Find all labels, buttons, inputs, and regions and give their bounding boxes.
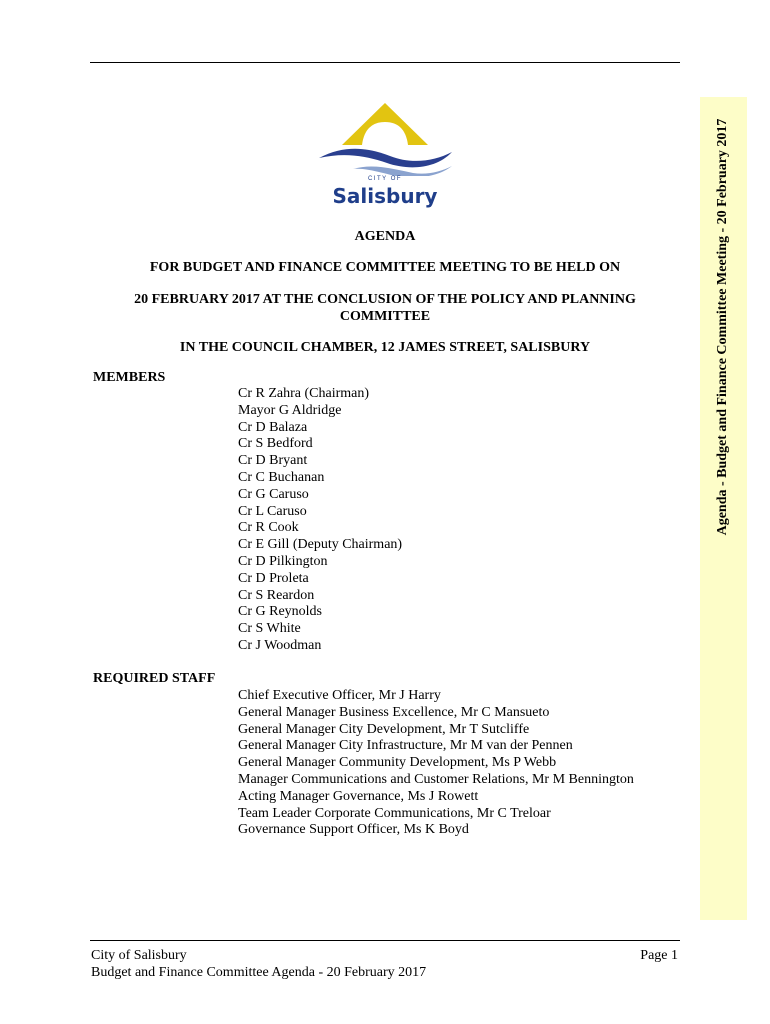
member-item: Cr C Buchanan — [238, 469, 325, 485]
footer-left — [91, 947, 426, 981]
header-rule — [90, 62, 680, 63]
member-item: Cr E Gill (Deputy Chairman) — [238, 537, 403, 553]
member-item: Cr D Proleta — [238, 570, 309, 586]
member-item: Cr D Balaza — [238, 419, 308, 435]
footer-rule — [90, 940, 680, 941]
member-item: Cr R Cook — [238, 520, 299, 536]
logo-emblem-icon — [315, 100, 455, 176]
staff-item: Governance Support Officer, Ms K Boyd — [238, 822, 469, 838]
footer-page-number: Page 1 — [640, 948, 678, 963]
member-item: Cr G Reynolds — [238, 604, 322, 620]
member-item: Mayor G Aldridge — [238, 402, 342, 418]
member-item: Cr S White — [238, 621, 301, 637]
member-item: Cr S Reardon — [238, 587, 315, 603]
member-item: Cr L Caruso — [238, 503, 307, 519]
member-item: Cr S Bedford — [238, 436, 313, 452]
staff-item: Team Leader Corporate Communications, Mr C Treloar — [238, 805, 551, 821]
members-list — [238, 386, 402, 655]
staff-item: Acting Manager Governance, Ms J Rowett — [238, 788, 479, 804]
agenda-date-line: 20 FEBRUARY 2017 AT THE CONCLUSION OF THE POLICY AND PLANNING — [134, 292, 636, 307]
staff-list — [238, 688, 634, 839]
member-item: Cr D Bryant — [238, 453, 308, 469]
staff-item: Chief Executive Officer, Mr J Harry — [238, 688, 441, 703]
logo-city-of-text: CITY OF — [367, 176, 403, 182]
agenda-title: AGENDA — [354, 229, 416, 244]
agenda-meeting-line: FOR BUDGET AND FINANCE COMMITTEE MEETING TO BE HELD ON — [149, 260, 621, 275]
agenda-date-line-cont: COMMITTEE — [339, 309, 431, 324]
member-item: Cr J Woodman — [238, 637, 322, 653]
required-staff-heading: REQUIRED STAFF — [93, 671, 216, 686]
city-of-salisbury-logo — [315, 100, 455, 212]
staff-item: General Manager Community Development, Ms P Webb — [238, 755, 557, 771]
staff-item: General Manager City Development, Mr T Sutcliffe — [238, 721, 530, 737]
side-banner — [700, 97, 747, 920]
member-item: Cr R Zahra (Chairman) — [238, 386, 370, 401]
member-item: Cr D Pilkington — [238, 553, 328, 569]
logo-salisbury-text: Salisbury — [332, 184, 438, 208]
staff-item: Manager Communications and Customer Relations, Mr M Bennington — [238, 771, 634, 787]
footer-org: City of Salisbury — [91, 948, 187, 963]
staff-item: General Manager Business Excellence, Mr C Mansueto — [238, 704, 550, 720]
side-banner-text: Agenda - Budget and Finance Committee Meeting - 20 February 2017 — [715, 118, 730, 536]
staff-item: General Manager City Infrastructure, Mr M van der Pennen — [238, 738, 573, 754]
agenda-venue-line: IN THE COUNCIL CHAMBER, 12 JAMES STREET, SALISBURY — [179, 340, 591, 355]
member-item: Cr G Caruso — [238, 486, 309, 502]
footer-doc-title: Budget and Finance Committee Agenda - 20 February 2017 — [91, 965, 427, 980]
members-heading: MEMBERS — [93, 370, 166, 385]
